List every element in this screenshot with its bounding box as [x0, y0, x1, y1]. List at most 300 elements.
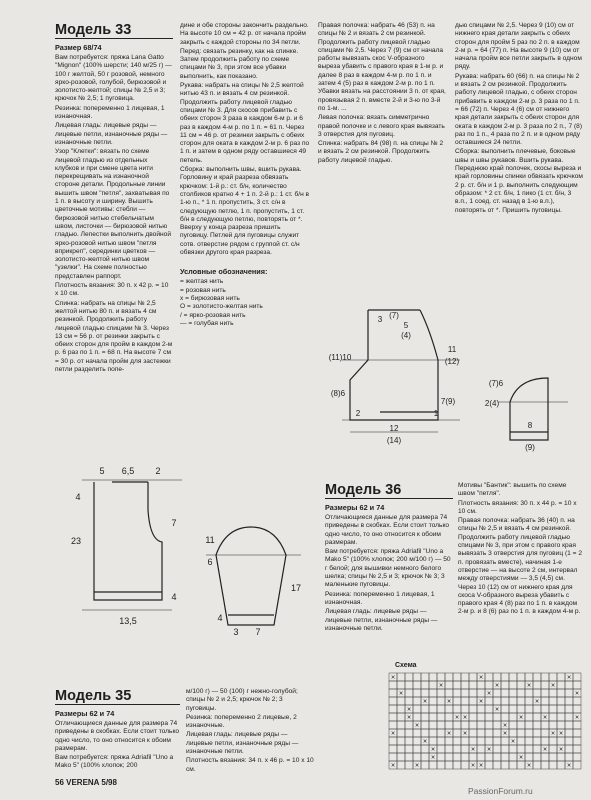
- grid-cell: [453, 673, 461, 681]
- grid-cell: [509, 729, 517, 737]
- grid-stitch-mark: ×: [574, 714, 580, 722]
- grid-cell: [525, 713, 533, 721]
- grid-cell: [501, 761, 509, 769]
- grid-cell: [493, 729, 501, 737]
- grid-cell: [405, 673, 413, 681]
- scheme-title: Схема: [395, 662, 417, 669]
- grid-cell: [477, 681, 485, 689]
- model-33-materials: Вам потребуется: пряжа Lana Gatto "Mignon" (100% шерсти; 140 м/25 г) — 100 г желтой, 50 г розовой, немного ярко-розовой, голубой, бирюзовой и золотисто-желтой; спицы № 2,5 и 3; крючок № 2,5; 1 пуговица.: [55, 54, 172, 103]
- model-35-materials-cont: м/100 г) — 50 (100) г нежно-голубой; спицы № 2 и 2,5; крючок № 2; 3 пуговицы.: [186, 688, 298, 712]
- grid-cell: [541, 673, 549, 681]
- grid-cell: [533, 705, 541, 713]
- grid-cell: [421, 745, 429, 753]
- grid-cell: [573, 697, 581, 705]
- grid-cell: [565, 729, 573, 737]
- model-36-title: Модель 36: [325, 482, 402, 498]
- grid-cell: [493, 713, 501, 721]
- grid-cell: [461, 761, 469, 769]
- right-column-a: [318, 22, 446, 166]
- grid-stitch-mark: ×: [390, 762, 396, 770]
- grid-cell: [493, 721, 501, 729]
- scheme-grid: [388, 672, 583, 774]
- grid-cell: [541, 689, 549, 697]
- grid-cell: [469, 705, 477, 713]
- grid-cell: [421, 729, 429, 737]
- grid-stitch-mark: ×: [454, 714, 460, 722]
- grid-cell: [429, 697, 437, 705]
- grid-cell: [565, 713, 573, 721]
- grid-stitch-mark: ×: [518, 714, 524, 722]
- grid-stitch-mark: ×: [470, 746, 476, 754]
- grid-cell: [413, 689, 421, 697]
- grid-cell: [573, 705, 581, 713]
- grid-cell: [517, 729, 525, 737]
- grid-cell: [493, 689, 501, 697]
- grid-cell: [533, 713, 541, 721]
- grid-cell: [445, 721, 453, 729]
- grid-stitch-mark: ×: [422, 698, 428, 706]
- grid-cell: [565, 697, 573, 705]
- grid-cell: [509, 673, 517, 681]
- grid-stitch-mark: ×: [446, 730, 452, 738]
- title-rule: [55, 38, 173, 39]
- dim-label: 11: [447, 345, 457, 354]
- grid-cell: [557, 681, 565, 689]
- grid-stitch-mark: ×: [550, 730, 556, 738]
- grid-cell: [501, 673, 509, 681]
- grid-cell: [405, 729, 413, 737]
- grid-cell: [421, 761, 429, 769]
- model-36-gauge: Плотность вязания: 30 п. х 44 р. = 10 х 10 см.: [458, 499, 577, 515]
- grid-stitch-mark: ×: [486, 746, 492, 754]
- grid-cell: [389, 721, 397, 729]
- grid-stitch-mark: ×: [526, 762, 532, 770]
- grid-cell: [541, 761, 549, 769]
- grid-cell: [557, 705, 565, 713]
- grid-cell: [541, 705, 549, 713]
- grid-cell: [421, 681, 429, 689]
- grid-cell: [493, 697, 501, 705]
- grid-cell: [453, 729, 461, 737]
- dim-label: 5: [99, 466, 105, 476]
- grid-cell: [453, 705, 461, 713]
- grid-cell: [485, 729, 493, 737]
- grid-cell: [509, 761, 517, 769]
- grid-cell: [469, 713, 477, 721]
- model-35-size: Размеры 62 и 74: [55, 709, 115, 718]
- grid-cell: [549, 697, 557, 705]
- grid-cell: [445, 705, 453, 713]
- model-33-front: Перед: связать резинку, как на спинке. Затем продолжить работу по схеме спицами № 3, при этом все убавки выполнить, как показано.: [180, 47, 299, 80]
- grid-cell: [429, 713, 437, 721]
- grid-cell: [461, 689, 469, 697]
- model-33-size: Размер 68/74: [55, 43, 102, 52]
- grid-cell: [445, 753, 453, 761]
- grid-cell: [573, 753, 581, 761]
- grid-stitch-mark: ×: [542, 714, 548, 722]
- grid-cell: [429, 729, 437, 737]
- grid-cell: [509, 713, 517, 721]
- grid-cell: [501, 705, 509, 713]
- grid-cell: [541, 737, 549, 745]
- grid-cell: [533, 753, 541, 761]
- grid-cell: [437, 673, 445, 681]
- model-35-column: [55, 688, 180, 772]
- grid-cell: [565, 737, 573, 745]
- grid-cell: [525, 729, 533, 737]
- legend-item: = розовая нить: [180, 286, 226, 294]
- grid-stitch-mark: ×: [558, 730, 564, 738]
- grid-cell: [493, 753, 501, 761]
- grid-cell: [485, 753, 493, 761]
- grid-cell: [533, 761, 541, 769]
- grid-cell: [413, 681, 421, 689]
- grid-stitch-mark: ×: [502, 730, 508, 738]
- model-35-materials: Вам потребуется: пряжа Adriafil "Uno a Mako 5" (100% хлопок; 200: [55, 754, 174, 770]
- grid-cell: [477, 745, 485, 753]
- grid-cell: [405, 745, 413, 753]
- grid-cell: [517, 697, 525, 705]
- grid-cell: [501, 697, 509, 705]
- model-35-gauge: Плотность вязания: 34 п. х 46 р. = 10 х 10 см.: [186, 757, 314, 773]
- assembly-text: Сборка: выполнить плечевые, боковые швы и швы рукавов. Вшить рукава. Переднюю край полочек, скосы выреза и край горловины спинки обвязать крючком 2 р. ст. б/н и 1 р. выполнить следующим образом: * 2 ст. б/н, 1 пико (1 ст. б/н, 3 в.п., 1 соед. ст. назад в 1-ю в.п.), повторять от *. Пришить пуговицы.: [455, 148, 583, 214]
- grid-cell: [421, 721, 429, 729]
- grid-cell: [549, 705, 557, 713]
- grid-cell: [477, 713, 485, 721]
- grid-cell: [453, 681, 461, 689]
- grid-cell: [573, 681, 581, 689]
- grid-cell: [477, 753, 485, 761]
- grid-cell: [389, 745, 397, 753]
- grid-cell: [477, 689, 485, 697]
- grid-cell: [533, 745, 541, 753]
- grid-cell: [421, 689, 429, 697]
- grid-cell: [469, 681, 477, 689]
- grid-cell: [421, 713, 429, 721]
- grid-cell: [469, 673, 477, 681]
- grid-cell: [397, 697, 405, 705]
- grid-stitch-mark: ×: [430, 754, 436, 762]
- grid-cell: [533, 721, 541, 729]
- dim-label: (7)6: [488, 379, 504, 388]
- grid-cell: [549, 713, 557, 721]
- grid-stitch-mark: ×: [422, 738, 428, 746]
- grid-cell: [405, 721, 413, 729]
- grid-cell: [437, 737, 445, 745]
- grid-cell: [461, 753, 469, 761]
- grid-cell: [429, 721, 437, 729]
- grid-cell: [549, 737, 557, 745]
- model-33-assembly: Сборка: выполнить швы, вшить рукава. Горловину и край разреза обвязать крючком: 1-й р.: ст. б/н, количество столбиков кратно 4 + 1 п. 2-й р.: 1 ст. б/н в 1-ю п., * 1 п. пропустить, 3 ст. с/н в следующую петлю, 1 п. пропустить, 1 ст. б/н в следующую петлю, повторять от *. Вверху у конца разреза пришить пуговицу. Петлей для пуговицы служит сотв. отверстие рядом с группой ст. с/н обвязки другого края разреза.: [180, 166, 310, 257]
- grid-cell: [389, 737, 397, 745]
- grid-cell: [533, 689, 541, 697]
- dim-label: 23: [70, 536, 82, 546]
- grid-cell: [397, 713, 405, 721]
- grid-cell: [477, 737, 485, 745]
- grid-cell: [541, 753, 549, 761]
- grid-cell: [501, 753, 509, 761]
- grid-cell: [453, 753, 461, 761]
- grid-cell: [493, 737, 501, 745]
- grid-cell: [525, 689, 533, 697]
- grid-stitch-mark: ×: [542, 746, 548, 754]
- dim-label: 3: [377, 315, 383, 324]
- grid-cell: [525, 753, 533, 761]
- grid-cell: [461, 745, 469, 753]
- grid-cell: [461, 673, 469, 681]
- grid-cell: [389, 713, 397, 721]
- grid-cell: [397, 681, 405, 689]
- grid-cell: [533, 737, 541, 745]
- model-33-gauge: Плотность вязания: 30 п. х 42 р. = 10 х 10 см.: [55, 282, 169, 298]
- grid-cell: [397, 745, 405, 753]
- grid-cell: [509, 681, 517, 689]
- grid-cell: [517, 681, 525, 689]
- dim-label: 17: [290, 583, 302, 593]
- grid-cell: [445, 689, 453, 697]
- grid-cell: [509, 721, 517, 729]
- model-36-right-front: Правая полочка: набрать 36 (40) п. на спицы № 2,5 и вязать 4 см резинкой. Продолжить работу лицевой гладью спицами № 3, при этом с правого края вывязать 3 отверстия для пуговиц (1 = 2 п. провязать вместе), начиная 1-е отверстие — на высоте 2 см, интервал между отверстиями — 3,5 (4,5) см. Через 10 (12) см от нижнего края для скоса V-образного выреза убавить с правого края 4 (8) раз по 1 п. в каждом 2-м р. и 8 (6) раз по 1 п. в каждом 4-м р.: [458, 517, 583, 616]
- grid-cell: [573, 729, 581, 737]
- sleeve-schematic: [478, 360, 573, 455]
- grid-stitch-mark: ×: [478, 674, 484, 682]
- model-33-body-schematic: [62, 460, 202, 640]
- grid-cell: [509, 697, 517, 705]
- grid-stitch-mark: ×: [462, 714, 468, 722]
- grid-cell: [565, 753, 573, 761]
- grid-cell: [389, 681, 397, 689]
- grid-cell: [573, 745, 581, 753]
- model-36-stockinette: Лицевая гладь: лицевые ряды — лицевые петли, изнаночные ряды — изнаночные петли.: [325, 608, 438, 632]
- grid-stitch-mark: ×: [502, 722, 508, 730]
- grid-cell: [405, 681, 413, 689]
- title-rule: [325, 498, 453, 499]
- legend-item: — = голубая нить: [180, 319, 234, 327]
- grid-cell: [461, 697, 469, 705]
- grid-cell: [389, 705, 397, 713]
- grid-stitch-mark: ×: [494, 706, 500, 714]
- grid-cell: [469, 729, 477, 737]
- model-33-title: Модель 33: [55, 22, 132, 38]
- grid-stitch-mark: ×: [510, 738, 516, 746]
- grid-cell: [413, 753, 421, 761]
- grid-cell: [525, 745, 533, 753]
- grid-cell: [525, 737, 533, 745]
- grid-cell: [413, 713, 421, 721]
- grid-cell: [469, 753, 477, 761]
- model-35-column-2: [186, 688, 314, 775]
- grid-cell: [413, 673, 421, 681]
- model-36-motif: Мотивы "Бантик": вышить по схеме швом "петля".: [458, 482, 567, 498]
- grid-stitch-mark: ×: [398, 690, 404, 698]
- dim-label: 6: [207, 557, 213, 567]
- dim-label: 2: [355, 409, 361, 418]
- grid-cell: [397, 761, 405, 769]
- model-33-back: Спинка: набрать на спицы № 2,5 желтой нитью 80 п. и вязать 4 см резинкой. Продолжить работу лицевой гладью спицами № 3. Через 13 см = 56 р. от резинки закрыть с обеих сторон для пройм в каждом 2-м р. 6 раз по 1 п. = 68 п. На высоте 7 см = 30 р. от начала пройм для застежки петли разделить попе-: [55, 299, 173, 373]
- back-cont-text: дью спицами № 2,5. Через 9 (10) см от нижнего края детали закрыть с обеих сторон для пройм 5 раз по 2 п. в каждом 2-м р. = 64 (77) п. На высоте 9 (10) см от начала пройм все петли закрыть в одном ряду.: [455, 22, 582, 71]
- grid-stitch-mark: ×: [486, 690, 492, 698]
- grid-cell: [525, 697, 533, 705]
- grid-cell: [453, 745, 461, 753]
- grid-cell: [501, 689, 509, 697]
- grid-cell: [421, 753, 429, 761]
- grid-cell: [469, 697, 477, 705]
- dim-label: 3: [233, 627, 239, 637]
- grid-stitch-mark: ×: [478, 762, 484, 770]
- grid-cell: [477, 705, 485, 713]
- grid-cell: [541, 721, 549, 729]
- model-33-sleeve-schematic: [196, 505, 311, 640]
- grid-cell: [485, 713, 493, 721]
- grid-cell: [453, 697, 461, 705]
- grid-cell: [437, 705, 445, 713]
- grid-cell: [437, 689, 445, 697]
- dim-label: (9): [525, 443, 535, 452]
- grid-stitch-mark: ×: [462, 730, 468, 738]
- grid-cell: [405, 689, 413, 697]
- model-33-back-cont: дине и обе стороны закончить раздельно. На высоте 10 см = 42 р. от начала пройм закрыть с каждой стороны по 34 петли.: [180, 22, 309, 46]
- model-35-title: Модель 35: [55, 688, 132, 704]
- grid-cell: [429, 673, 437, 681]
- grid-cell: [517, 689, 525, 697]
- grid-cell: [477, 729, 485, 737]
- grid-stitch-mark: ×: [390, 674, 396, 682]
- grid-cell: [549, 689, 557, 697]
- grid-cell: [533, 681, 541, 689]
- grid-cell: [453, 737, 461, 745]
- grid-cell: [421, 673, 429, 681]
- grid-stitch-mark: ×: [438, 682, 444, 690]
- grid-cell: [525, 721, 533, 729]
- grid-cell: [469, 721, 477, 729]
- dim-label: 12: [389, 424, 399, 433]
- grid-cell: [549, 761, 557, 769]
- dim-label: 4: [75, 492, 81, 502]
- grid-cell: [493, 673, 501, 681]
- grid-cell: [413, 697, 421, 705]
- grid-stitch-mark: ×: [390, 730, 396, 738]
- grid-cell: [445, 761, 453, 769]
- grid-cell: [445, 681, 453, 689]
- grid-cell: [493, 745, 501, 753]
- dim-label: (4): [401, 331, 411, 340]
- grid-cell: [501, 745, 509, 753]
- grid-cell: [565, 689, 573, 697]
- grid-cell: [485, 761, 493, 769]
- left-front-text: Левая полочка: вязать симметрично правой полочке и с левого края вывязать 3 отверстия для пуговиц.: [318, 114, 445, 138]
- grid-cell: [565, 681, 573, 689]
- grid-cell: [501, 681, 509, 689]
- grid-stitch-mark: ×: [566, 762, 572, 770]
- grid-stitch-mark: ×: [414, 762, 420, 770]
- grid-cell: [557, 761, 565, 769]
- model-33-column: [55, 22, 173, 375]
- grid-cell: [397, 753, 405, 761]
- model-36-column-2: [458, 482, 583, 618]
- grid-cell: [453, 761, 461, 769]
- legend-title: Условные обозначения:: [180, 267, 268, 277]
- grid-cell: [557, 673, 565, 681]
- grid-cell: [437, 753, 445, 761]
- model-36-intro: Отличающиеся данные для размера 74 приведены в скобках. Если стоит только одно число, то оно относится к обоим размерам.: [325, 514, 450, 546]
- page-footer: 56 VERENA 5/98: [55, 778, 117, 787]
- dim-label: 7: [255, 627, 261, 637]
- model-33-rib: Резинка: попеременно 1 лицевая, 1 изнаночная.: [55, 104, 165, 121]
- grid-cell: [485, 697, 493, 705]
- grid-cell: [533, 673, 541, 681]
- grid-cell: [573, 721, 581, 729]
- grid-cell: [413, 745, 421, 753]
- grid-cell: [485, 721, 493, 729]
- grid-stitch-mark: ×: [406, 706, 412, 714]
- grid-cell: [469, 737, 477, 745]
- grid-cell: [485, 681, 493, 689]
- sleeves-text: Рукава: набрать 60 (66) п. на спицы № 2 и вязать 2 см резинкой. Продолжить работу лицевой гладью, с обеих сторон прибавить в каждом 2-м р. 3 раза по 1 п. = 66 (72) п. Через 4 (6) см от нижнего края детали закрыть с обеих сторон для оката в каждом 2-м р. 3 раза по 2 п., 7 (8) раз по 1 п., 4 раза по 2 п. и в одном ряду оставшиеся 24 петли.: [455, 72, 583, 147]
- dim-label: 7: [171, 518, 177, 528]
- model-35-stockinette: Лицевая гладь: лицевые ряды — лицевые петли, изнаночные ряды — изнаночные петли.: [186, 731, 299, 756]
- legend-item: / = ярко-розовая нить: [180, 311, 246, 319]
- grid-stitch-mark: ×: [526, 682, 532, 690]
- grid-cell: [405, 697, 413, 705]
- grid-cell: [429, 737, 437, 745]
- dim-label: (8)6: [330, 389, 346, 398]
- dim-label: 8: [527, 421, 533, 430]
- symbols-legend: [180, 267, 310, 328]
- grid-cell: [397, 673, 405, 681]
- grid-cell: [565, 745, 573, 753]
- grid-stitch-mark: ×: [478, 698, 484, 706]
- grid-cell: [453, 721, 461, 729]
- grid-cell: [557, 697, 565, 705]
- grid-cell: [397, 729, 405, 737]
- grid-cell: [389, 689, 397, 697]
- grid-cell: [437, 729, 445, 737]
- title-rule: [55, 704, 180, 705]
- grid-stitch-mark: ×: [518, 754, 524, 762]
- model-35-rib: Резинка: попеременно 2 лицевые, 2 изнаночные.: [186, 713, 297, 730]
- model-36-column: [325, 482, 453, 634]
- grid-cell: [413, 729, 421, 737]
- grid-cell: [517, 737, 525, 745]
- grid-cell: [461, 737, 469, 745]
- grid-cell: [389, 753, 397, 761]
- grid-cell: [397, 721, 405, 729]
- grid-cell: [573, 761, 581, 769]
- grid-cell: [461, 705, 469, 713]
- dim-label: 2(4): [484, 399, 500, 408]
- model-33-stockinette: Лицевая гладь: лицевые ряды — лицевые петли, изнаночные ряды — изнаночные петли.: [55, 122, 168, 146]
- grid-cell: [421, 705, 429, 713]
- front-schematic: [320, 300, 470, 450]
- grid-stitch-mark: ×: [470, 762, 476, 770]
- model-35-intro: Отличающиеся данные для размера 74 приведены в скобках. Если стоит только одно число, то оно относится к обоим размерам.: [55, 720, 180, 752]
- dim-label: 2: [155, 466, 161, 476]
- grid-cell: [461, 681, 469, 689]
- dim-label: 4: [217, 613, 223, 623]
- grid-cell: [445, 737, 453, 745]
- model-33-column-2: [180, 22, 310, 328]
- grid-cell: [437, 697, 445, 705]
- grid-cell: [549, 745, 557, 753]
- legend-item: O = золотисто-желтая нить: [180, 303, 263, 311]
- grid-cell: [413, 705, 421, 713]
- grid-cell: [509, 705, 517, 713]
- dim-label: 11: [205, 535, 215, 545]
- grid-cell: [405, 761, 413, 769]
- grid-cell: [437, 745, 445, 753]
- model-33-pattern: Узор "Клетки": вязать по схеме лицевой гладью из отдельных клубков и при смене цвета нити перекрещивать на изнаночной стороне детали. Продольные линии вышить швом "петля", захватывая по 1 п. в высоту и ширину. Вышить цветочные мотивы: стебли — бирюзовой нитью стебельчатым швом, листочки — бирюзовой нитью гладью. Лепестки выполнить двойной ярко-розовой нитью швом "петля вприкреп", серединки цветков — золотисто-желтой нитью швом "узелки". На схеме полностью представлен раппорт.: [55, 148, 172, 280]
- legend-item: x = бирюзовая нить: [180, 294, 240, 302]
